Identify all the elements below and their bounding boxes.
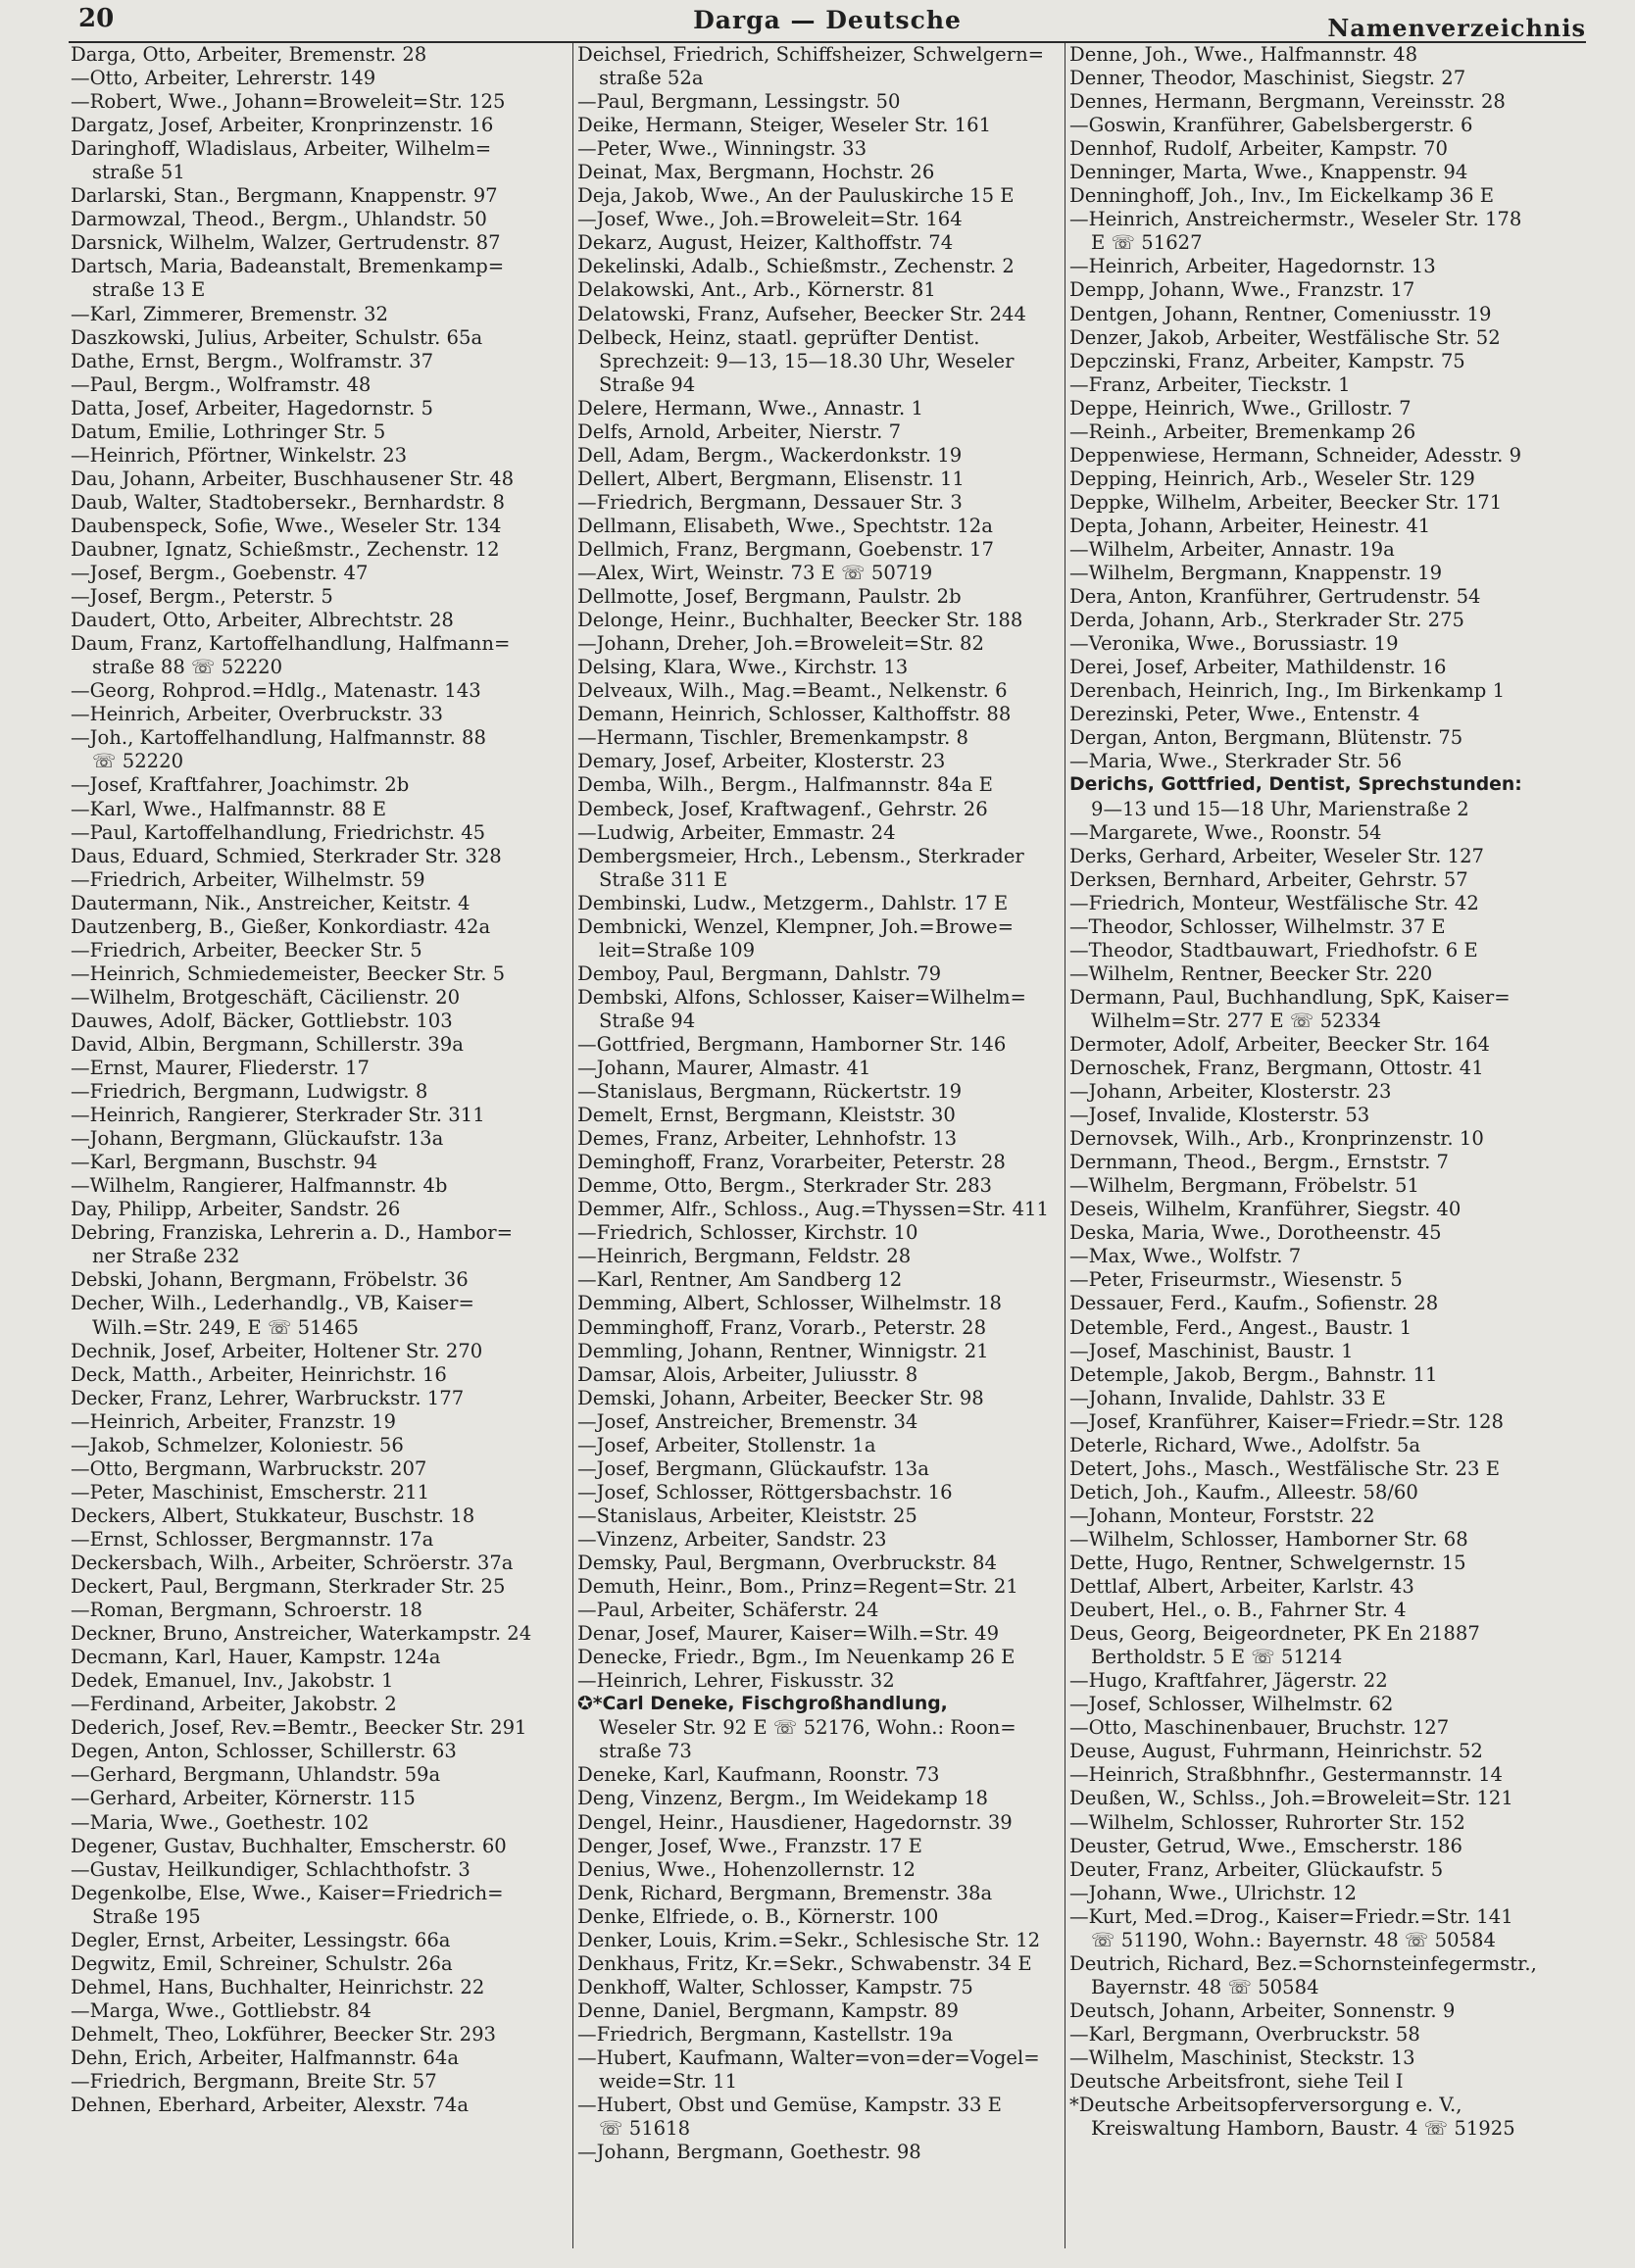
directory-entry-line: —Otto, Bergmann, Warbruckstr. 207 xyxy=(71,1456,427,1480)
directory-entry-line: Dedek, Emanuel, Inv., Jakobstr. 1 xyxy=(71,1669,394,1693)
directory-entry-line: —Stanislaus, Bergmann, Rückertstr. 19 xyxy=(577,1080,963,1104)
directory-entry-line: weide=Str. 11 xyxy=(599,2070,738,2094)
directory-entry-line: Denger, Josef, Wwe., Franzstr. 17 E xyxy=(577,1834,922,1857)
directory-entry-line: —Ernst, Schlosser, Bergmannstr. 17a xyxy=(71,1527,434,1551)
running-title: Darga — Deutsche xyxy=(693,6,962,34)
directory-entry-line: —Josef, Schlosser, Wilhelmstr. 62 xyxy=(1069,1693,1394,1716)
directory-entry-line: *Deutsche Arbeitsopferversorgung e. V., xyxy=(1069,2094,1462,2117)
directory-entry-line: —Peter, Wwe., Winningstr. 33 xyxy=(577,137,867,161)
directory-entry-line: Detemble, Ferd., Angest., Baustr. 1 xyxy=(1069,1315,1412,1339)
directory-entry-line: —Paul, Kartoffelhandlung, Friedrichstr. 45 xyxy=(71,820,486,844)
directory-entry-line: Detich, Joh., Kaufm., Alleestr. 58/60 xyxy=(1069,1480,1418,1504)
directory-entry-line: —Heinrich, Rangierer, Sterkrader Str. 311 xyxy=(71,1104,485,1127)
directory-entry-line: Denzer, Jakob, Arbeiter, Westfälische Str. 52 xyxy=(1069,325,1501,349)
directory-entry-line: —Goswin, Kranführer, Gabelsbergerstr. 6 xyxy=(1069,114,1473,137)
directory-entry-line: Dembski, Alfons, Schlosser, Kaiser=Wilhelm= xyxy=(577,985,1026,1009)
directory-entry-line: Dellmich, Franz, Bergmann, Goebenstr. 17 xyxy=(577,537,994,561)
directory-entry-line: Denne, Joh., Wwe., Halfmannstr. 48 xyxy=(1069,43,1418,66)
directory-entry-line: Denninger, Marta, Wwe., Knappenstr. 94 xyxy=(1069,161,1468,184)
directory-entry-line: Deminghoff, Franz, Vorarbeiter, Peterstr. 28 xyxy=(577,1151,1006,1174)
directory-column-1 xyxy=(71,43,566,2248)
directory-entry-line: Deckers, Albert, Stukkateur, Buschstr. 18 xyxy=(71,1504,475,1527)
directory-entry-line: —Friedrich, Arbeiter, Beecker Str. 5 xyxy=(71,938,422,961)
directory-entry-line: Degwitz, Emil, Schreiner, Schulstr. 26a xyxy=(71,1951,453,1975)
directory-entry-line: —Theodor, Stadtbauwart, Friedhofstr. 6 E xyxy=(1069,938,1478,961)
directory-entry-line: —Vinzenz, Arbeiter, Sandstr. 23 xyxy=(577,1527,887,1551)
directory-entry-line: —Josef, Schlosser, Röttgersbachstr. 16 xyxy=(577,1480,953,1504)
directory-entry-line: Dathe, Ernst, Bergm., Wolframstr. 37 xyxy=(71,349,434,372)
directory-entry-line: Denecke, Friedr., Bgm., Im Neuenkamp 26 E xyxy=(577,1646,1016,1669)
directory-entry-line: Deppe, Heinrich, Wwe., Grillostr. 7 xyxy=(1069,396,1412,419)
directory-entry-line: straße 73 xyxy=(599,1740,692,1763)
directory-entry-line: Daringhoff, Wladislaus, Arbeiter, Wilhelm= xyxy=(71,137,492,161)
directory-entry-line: Depta, Johann, Arbeiter, Heinestr. 41 xyxy=(1069,514,1431,537)
directory-entry-line: Kreiswaltung Hamborn, Baustr. 4 ☏ 51925 xyxy=(1091,2117,1515,2141)
directory-entry-line: Derichs, Gottfried, Dentist, Sprechstunden: xyxy=(1069,774,1522,796)
directory-entry-line: Datum, Emilie, Lothringer Str. 5 xyxy=(71,419,386,443)
directory-entry-line: —Hermann, Tischler, Bremenkampstr. 8 xyxy=(577,726,969,750)
directory-entry-line: ☏ 52220 xyxy=(92,750,184,773)
directory-entry-line: leit=Straße 109 xyxy=(599,938,756,961)
directory-entry-line: Demba, Wilh., Bergm., Halfmannstr. 84a E xyxy=(577,773,993,797)
directory-entry-line: Demminghoff, Franz, Vorarb., Peterstr. 28 xyxy=(577,1315,987,1339)
directory-entry-line: Demsky, Paul, Bergmann, Overbruckstr. 84 xyxy=(577,1552,997,1574)
directory-entry-line: David, Albin, Bergmann, Schillerstr. 39a xyxy=(71,1032,464,1056)
directory-entry-line: Delveaux, Wilh., Mag.=Beamt., Nelkenstr. 6 xyxy=(577,679,1008,703)
directory-entry-line: Daub, Walter, Stadtobersekr., Bernhardstr. 8 xyxy=(71,490,505,514)
directory-entry-line: Dette, Hugo, Rentner, Schwelgernstr. 15 xyxy=(1069,1552,1466,1574)
directory-entry-line: —Reinh., Arbeiter, Bremenkamp 26 xyxy=(1069,419,1416,443)
directory-entry-line: Delonge, Heinr., Buchhalter, Beecker Str. 188 xyxy=(577,609,1023,632)
directory-entry-line: —Heinrich, Bergmann, Feldstr. 28 xyxy=(577,1245,912,1268)
directory-entry-line: Deppenwiese, Hermann, Schneider, Adesstr. 9 xyxy=(1069,443,1522,467)
directory-entry-line: Deuster, Getrud, Wwe., Emscherstr. 186 xyxy=(1069,1834,1462,1857)
directory-entry-line: —Wilhelm, Brotgeschäft, Cäcilienstr. 20 xyxy=(71,985,461,1009)
directory-entry-line: —Karl, Bergmann, Overbruckstr. 58 xyxy=(1069,2022,1420,2046)
directory-entry-line: Wilh.=Str. 249, E ☏ 51465 xyxy=(92,1315,360,1339)
directory-entry-line: —Heinrich, Arbeiter, Overbruckstr. 33 xyxy=(71,703,443,726)
directory-entry-line: Demary, Josef, Arbeiter, Klosterstr. 23 xyxy=(577,750,946,773)
directory-entry-line: Daum, Franz, Kartoffelhandlung, Halfmann= xyxy=(71,632,511,656)
directory-entry-line: Dermoter, Adolf, Arbeiter, Beecker Str. 164 xyxy=(1069,1032,1491,1056)
directory-entry-line: Daus, Eduard, Schmied, Sterkrader Str. 328 xyxy=(71,844,502,867)
directory-entry-line: —Heinrich, Schmiedemeister, Beecker Str. 5 xyxy=(71,961,506,985)
directory-entry-line: Delatowski, Franz, Aufseher, Beecker Str. 244 xyxy=(577,302,1026,325)
directory-entry-line: Deckert, Paul, Bergmann, Sterkrader Str. 25 xyxy=(71,1575,506,1599)
directory-entry-line: —Johann, Wwe., Ulrichstr. 12 xyxy=(1069,1881,1357,1904)
directory-entry-line: Dengel, Heinr., Hausdiener, Hagedornstr. 39 xyxy=(577,1810,1013,1834)
directory-entry-line: Dehmel, Hans, Buchhalter, Heinrichstr. 22 xyxy=(71,1975,485,1998)
directory-entry-line: Deska, Maria, Wwe., Dorotheenstr. 45 xyxy=(1069,1221,1442,1245)
directory-entry-line: —Karl, Rentner, Am Sandberg 12 xyxy=(577,1268,903,1292)
directory-entry-line: —Gustav, Heilkundiger, Schlachthofstr. 3 xyxy=(71,1857,471,1881)
directory-entry-line: —Heinrich, Straßbhnfhr., Gestermannstr. 14 xyxy=(1069,1763,1503,1787)
directory-entry-line: Demann, Heinrich, Schlosser, Kalthoffstr. 88 xyxy=(577,703,1012,726)
directory-entry-line: Dehnen, Eberhard, Arbeiter, Alexstr. 74a xyxy=(71,2094,470,2117)
directory-entry-line: Deinat, Max, Bergmann, Hochstr. 26 xyxy=(577,161,935,184)
directory-entry-line: Deichsel, Friedrich, Schiffsheizer, Schwelgern= xyxy=(577,43,1045,66)
directory-entry-line: Decmann, Karl, Hauer, Kampstr. 124a xyxy=(71,1646,441,1669)
directory-entry-line: Demes, Franz, Arbeiter, Lehnhofstr. 13 xyxy=(577,1127,958,1151)
directory-entry-line: Dautermann, Nik., Anstreicher, Keitstr. 4 xyxy=(71,891,471,914)
directory-entry-line: Day, Philipp, Arbeiter, Sandstr. 26 xyxy=(71,1198,401,1221)
directory-entry-line: Degener, Gustav, Buchhalter, Emscherstr. 60 xyxy=(71,1834,507,1857)
directory-entry-line: Decker, Franz, Lehrer, Warbruckstr. 177 xyxy=(71,1386,465,1409)
directory-entry-line: —Wilhelm, Rentner, Beecker Str. 220 xyxy=(1069,961,1433,985)
directory-entry-line: —Paul, Bergmann, Lessingstr. 50 xyxy=(577,90,901,114)
directory-entry-line: —Georg, Rohprod.=Hdlg., Matenastr. 143 xyxy=(71,679,481,703)
directory-entry-line: —Johann, Maurer, Almastr. 41 xyxy=(577,1057,871,1080)
directory-entry-line: Bayernstr. 48 ☏ 50584 xyxy=(1091,1975,1319,1998)
directory-entry-line: Denius, Wwe., Hohenzollernstr. 12 xyxy=(577,1857,916,1881)
directory-entry-line: —Otto, Arbeiter, Lehrerstr. 149 xyxy=(71,67,376,90)
directory-entry-line: Dederich, Josef, Rev.=Bemtr., Beecker Str. 291 xyxy=(71,1716,527,1740)
directory-entry-line: —Roman, Bergmann, Schroerstr. 18 xyxy=(71,1599,423,1622)
directory-entry-line: —Heinrich, Pförtner, Winkelstr. 23 xyxy=(71,443,408,467)
directory-entry-line: —Wilhelm, Schlosser, Hamborner Str. 68 xyxy=(1069,1527,1468,1551)
directory-entry-line: E ☏ 51627 xyxy=(1091,231,1203,255)
directory-entry-line: ✪*Carl Deneke, Fischgroßhandlung, xyxy=(577,1694,948,1715)
directory-entry-line: Deckner, Bruno, Anstreicher, Waterkampstr. 24 xyxy=(71,1622,532,1646)
directory-entry-line: —Josef, Bergmann, Glückaufstr. 13a xyxy=(577,1456,929,1480)
directory-entry-line: Dera, Anton, Kranführer, Gertrudenstr. 54 xyxy=(1069,585,1481,609)
directory-entry-line: —Maria, Wwe., Goethestr. 102 xyxy=(71,1810,370,1834)
directory-entry-line: Derenbach, Heinrich, Ing., Im Birkenkamp 1 xyxy=(1069,679,1506,703)
directory-entry-line: Dekelinski, Adalb., Schießmstr., Zechenstr. 2 xyxy=(577,255,1015,278)
directory-entry-line: —Karl, Zimmerer, Bremenstr. 32 xyxy=(71,302,388,325)
directory-entry-line: —Peter, Friseurmstr., Wiesenstr. 5 xyxy=(1069,1268,1403,1292)
directory-entry-line: Dernoschek, Franz, Bergmann, Ottostr. 41 xyxy=(1069,1057,1484,1080)
page-header xyxy=(69,2,1586,43)
directory-entry-line: —Friedrich, Arbeiter, Wilhelmstr. 59 xyxy=(71,867,425,891)
directory-entry-line: Delbeck, Heinz, staatl. geprüfter Dentist. xyxy=(577,325,980,349)
directory-entry-line: Degler, Ernst, Arbeiter, Lessingstr. 66a xyxy=(71,1928,451,1951)
directory-entry-line: —Paul, Bergm., Wolframstr. 48 xyxy=(71,372,372,396)
directory-entry-line: —Joh., Kartoffelhandlung, Halfmannstr. 88 xyxy=(71,726,486,750)
directory-entry-line: Weseler Str. 92 E ☏ 52176, Wohn.: Roon= xyxy=(599,1716,1016,1740)
directory-entry-line: ☏ 51190, Wohn.: Bayernstr. 48 ☏ 50584 xyxy=(1091,1928,1496,1951)
directory-entry-line: —Veronika, Wwe., Borussiastr. 19 xyxy=(1069,632,1399,656)
directory-entry-line: Straße 94 xyxy=(599,1009,696,1032)
directory-entry-line: —Wilhelm, Bergmann, Fröbelstr. 51 xyxy=(1069,1174,1419,1198)
directory-entry-line: Demmer, Alfr., Schloss., Aug.=Thyssen=Str. 411 xyxy=(577,1198,1049,1221)
directory-entry-line: —Josef, Kraftfahrer, Joachimstr. 2b xyxy=(71,773,410,797)
directory-entry-line: Dell, Adam, Bergm., Wackerdonkstr. 19 xyxy=(577,443,963,467)
directory-entry-line: Deck, Matth., Arbeiter, Heinrichstr. 16 xyxy=(71,1362,447,1386)
directory-entry-line: Damsar, Alois, Arbeiter, Juliusstr. 8 xyxy=(577,1362,918,1386)
directory-entry-line: Debring, Franziska, Lehrerin a. D., Hambor= xyxy=(71,1221,513,1245)
directory-entry-line: —Theodor, Schlosser, Wilhelmstr. 37 E xyxy=(1069,914,1446,938)
directory-entry-line: Daubner, Ignatz, Schießmstr., Zechenstr. 12 xyxy=(71,537,500,561)
directory-entry-line: —Josef, Arbeiter, Stollenstr. 1a xyxy=(577,1433,876,1456)
directory-entry-line: Dempp, Johann, Wwe., Franzstr. 17 xyxy=(1069,278,1415,302)
directory-entry-line: —Alex, Wirt, Weinstr. 73 E ☏ 50719 xyxy=(577,562,933,585)
directory-entry-line: Straße 195 xyxy=(92,1904,201,1928)
directory-entry-line: Denninghoff, Joh., Inv., Im Eickelkamp 36 E xyxy=(1069,184,1495,208)
directory-entry-line: Demme, Otto, Bergm., Sterkrader Str. 283 xyxy=(577,1174,993,1198)
directory-entry-line: —Johann, Monteur, Forststr. 22 xyxy=(1069,1504,1375,1527)
directory-entry-line: Darlarski, Stan., Bergmann, Knappenstr. 97 xyxy=(71,184,498,208)
directory-entry-line: —Franz, Arbeiter, Tieckstr. 1 xyxy=(1069,372,1351,396)
directory-entry-line: —Josef, Bergm., Goebenstr. 47 xyxy=(71,562,369,585)
directory-entry-line: Decher, Wilh., Lederhandlg., VB, Kaiser= xyxy=(71,1292,474,1315)
directory-entry-line: Detert, Johs., Masch., Westfälische Str. 23 E xyxy=(1069,1456,1500,1480)
directory-entry-line: Deneke, Karl, Kaufmann, Roonstr. 73 xyxy=(577,1763,940,1787)
directory-entry-line: straße 51 xyxy=(92,161,185,184)
directory-entry-line: —Gerhard, Bergmann, Uhlandstr. 59a xyxy=(71,1763,441,1787)
directory-entry-line: Debski, Johann, Bergmann, Fröbelstr. 36 xyxy=(71,1268,469,1292)
directory-entry-line: Denke, Elfriede, o. B., Körnerstr. 100 xyxy=(577,1904,939,1928)
directory-entry-line: Depping, Heinrich, Arb., Weseler Str. 129 xyxy=(1069,467,1475,490)
directory-entry-line: —Johann, Bergmann, Goethestr. 98 xyxy=(577,2141,921,2164)
directory-entry-line: —Josef, Bergm., Peterstr. 5 xyxy=(71,585,333,609)
directory-entry-line: —Friedrich, Bergmann, Dessauer Str. 3 xyxy=(577,490,963,514)
directory-column-2 xyxy=(572,43,1065,2248)
directory-entry-line: Derezinski, Peter, Wwe., Entenstr. 4 xyxy=(1069,703,1420,726)
directory-entry-line: Deike, Hermann, Steiger, Weseler Str. 161 xyxy=(577,114,992,137)
directory-entry-line: ner Straße 232 xyxy=(92,1245,240,1268)
directory-entry-line: Straße 94 xyxy=(599,372,696,396)
directory-entry-line: Darsnick, Wilhelm, Walzer, Gertrudenstr. 87 xyxy=(71,231,501,255)
directory-entry-line: Daubenspeck, Sofie, Wwe., Weseler Str. 134 xyxy=(71,514,502,537)
directory-entry-line: Dentgen, Johann, Rentner, Comeniusstr. 19 xyxy=(1069,302,1492,325)
directory-entry-line: —Otto, Maschinenbauer, Bruchstr. 127 xyxy=(1069,1716,1450,1740)
directory-entry-line: Deutsch, Johann, Arbeiter, Sonnenstr. 9 xyxy=(1069,1998,1456,2022)
directory-entry-line: Deckersbach, Wilh., Arbeiter, Schröerstr. 37a xyxy=(71,1552,514,1574)
directory-entry-line: ☏ 51618 xyxy=(599,2117,691,2141)
directory-entry-line: Dartsch, Maria, Badeanstalt, Bremenkamp= xyxy=(71,255,505,278)
directory-entry-line: Dernovsek, Wilh., Arb., Kronprinzenstr. 10 xyxy=(1069,1127,1484,1151)
directory-entry-line: Demelt, Ernst, Bergmann, Kleiststr. 30 xyxy=(577,1104,956,1127)
directory-entry-line: —Jakob, Schmelzer, Koloniestr. 56 xyxy=(71,1433,404,1456)
directory-entry-line: Dargatz, Josef, Arbeiter, Kronprinzenstr. 16 xyxy=(71,114,494,137)
directory-entry-line: —Margarete, Wwe., Roonstr. 54 xyxy=(1069,820,1382,844)
directory-entry-line: Dernmann, Theod., Bergm., Ernststr. 7 xyxy=(1069,1151,1450,1174)
directory-entry-line: —Friedrich, Bergmann, Kastellstr. 19a xyxy=(577,2022,954,2046)
directory-entry-line: Derda, Johann, Arb., Sterkrader Str. 275 xyxy=(1069,609,1465,632)
directory-entry-line: Deja, Jakob, Wwe., An der Pauluskirche 15 E xyxy=(577,184,1015,208)
directory-entry-line: Dergan, Anton, Bergmann, Blütenstr. 75 xyxy=(1069,726,1463,750)
directory-entry-line: —Heinrich, Lehrer, Fiskusstr. 32 xyxy=(577,1669,895,1693)
directory-entry-line: —Ernst, Maurer, Fliederstr. 17 xyxy=(71,1057,371,1080)
directory-entry-line: —Maria, Wwe., Sterkrader Str. 56 xyxy=(1069,750,1403,773)
directory-entry-line: Dennes, Hermann, Bergmann, Vereinsstr. 28 xyxy=(1069,90,1506,114)
directory-entry-line: —Josef, Maschinist, Baustr. 1 xyxy=(1069,1339,1354,1362)
directory-entry-line: —Heinrich, Anstreichermstr., Weseler Str. 178 xyxy=(1069,208,1522,231)
directory-entry-line: Dechnik, Josef, Arbeiter, Holtener Str. 270 xyxy=(71,1339,483,1362)
directory-entry-line: Demmling, Johann, Rentner, Winnigstr. 21 xyxy=(577,1339,989,1362)
directory-entry-line: Denne, Daniel, Bergmann, Kampstr. 89 xyxy=(577,1998,960,2022)
directory-entry-line: —Wilhelm, Bergmann, Knappenstr. 19 xyxy=(1069,562,1443,585)
directory-entry-line: Daudert, Otto, Arbeiter, Albrechtstr. 28 xyxy=(71,609,454,632)
directory-entry-line: —Wilhelm, Rangierer, Halfmannstr. 4b xyxy=(71,1174,448,1198)
directory-entry-line: 9—13 und 15—18 Uhr, Marienstraße 2 xyxy=(1091,797,1469,820)
directory-entry-line: —Ludwig, Arbeiter, Emmastr. 24 xyxy=(577,820,896,844)
directory-entry-line: straße 52a xyxy=(599,67,704,90)
directory-entry-line: Delere, Hermann, Wwe., Annastr. 1 xyxy=(577,396,923,419)
directory-entry-line: Degenkolbe, Else, Wwe., Kaiser=Friedrich= xyxy=(71,1881,504,1904)
section-title: Namenverzeichnis xyxy=(1327,14,1586,42)
directory-entry-line: Deterle, Richard, Wwe., Adolfstr. 5a xyxy=(1069,1433,1421,1456)
directory-entry-line: Delfs, Arnold, Arbeiter, Nierstr. 7 xyxy=(577,419,902,443)
directory-column-3 xyxy=(1065,43,1591,2248)
directory-entry-line: —Wilhelm, Maschinist, Steckstr. 13 xyxy=(1069,2046,1415,2069)
directory-entry-line: straße 88 ☏ 52220 xyxy=(92,656,283,679)
directory-entry-line: Denner, Theodor, Maschinist, Siegstr. 27 xyxy=(1069,67,1466,90)
directory-entry-line: Dellmotte, Josef, Bergmann, Paulstr. 2b xyxy=(577,585,962,609)
directory-entry-line: Deseis, Wilhelm, Kranführer, Siegstr. 40 xyxy=(1069,1198,1462,1221)
directory-entry-line: Dermann, Paul, Buchhandlung, SpK, Kaiser= xyxy=(1069,985,1511,1009)
directory-entry-line: —Wilhelm, Arbeiter, Annastr. 19a xyxy=(1069,537,1395,561)
directory-entry-line: Denk, Richard, Bergmann, Bremenstr. 38a xyxy=(577,1881,993,1904)
directory-entry-line: Deubert, Hel., o. B., Fahrner Str. 4 xyxy=(1069,1599,1407,1622)
directory-entry-line: —Marga, Wwe., Gottliebstr. 84 xyxy=(71,1998,372,2022)
directory-entry-line: Dehn, Erich, Arbeiter, Halfmannstr. 64a xyxy=(71,2046,460,2069)
directory-entry-line: —Paul, Arbeiter, Schäferstr. 24 xyxy=(577,1599,879,1622)
directory-entry-line: —Heinrich, Arbeiter, Hagedornstr. 13 xyxy=(1069,255,1436,278)
directory-entry-line: Dettlaf, Albert, Arbeiter, Karlstr. 43 xyxy=(1069,1575,1414,1599)
directory-entry-line: Delsing, Klara, Wwe., Kirchstr. 13 xyxy=(577,656,909,679)
directory-entry-line: Depczinski, Franz, Arbeiter, Kampstr. 75 xyxy=(1069,349,1465,372)
directory-entry-line: —Johann, Invalide, Dahlstr. 33 E xyxy=(1069,1386,1386,1409)
directory-entry-line: Wilhelm=Str. 277 E ☏ 52334 xyxy=(1091,1009,1381,1032)
directory-entry-line: Demming, Albert, Schlosser, Wilhelmstr. 18 xyxy=(577,1292,1002,1315)
directory-entry-line: —Hugo, Kraftfahrer, Jägerstr. 22 xyxy=(1069,1669,1388,1693)
directory-entry-line: Dautzenberg, B., Gießer, Konkordiastr. 42a xyxy=(71,914,491,938)
directory-entry-line: Derei, Josef, Arbeiter, Mathildenstr. 16 xyxy=(1069,656,1447,679)
directory-entry-line: Deußen, W., Schlss., Joh.=Broweleit=Str. 121 xyxy=(1069,1787,1513,1810)
directory-entry-line: Derksen, Bernhard, Arbeiter, Gehrstr. 57 xyxy=(1069,867,1468,891)
directory-entry-line: —Gottfried, Bergmann, Hamborner Str. 146 xyxy=(577,1032,1007,1056)
directory-entry-line: Dehmelt, Theo, Lokführer, Beecker Str. 293 xyxy=(71,2022,497,2046)
directory-entry-line: Dauwes, Adolf, Bäcker, Gottliebstr. 103 xyxy=(71,1009,453,1032)
directory-entry-line: —Friedrich, Bergmann, Ludwigstr. 8 xyxy=(71,1080,428,1104)
directory-entry-line: —Hubert, Obst und Gemüse, Kampstr. 33 E xyxy=(577,2094,1002,2117)
directory-entry-line: —Peter, Maschinist, Emscherstr. 211 xyxy=(71,1480,430,1504)
directory-entry-line: —Gerhard, Arbeiter, Körnerstr. 115 xyxy=(71,1787,416,1810)
directory-entry-line: Derks, Gerhard, Arbeiter, Weseler Str. 127 xyxy=(1069,844,1485,867)
directory-entry-line: —Heinrich, Arbeiter, Franzstr. 19 xyxy=(71,1409,397,1433)
directory-entry-line: —Hubert, Kaufmann, Walter=von=der=Vogel= xyxy=(577,2046,1040,2069)
directory-entry-line: Dembergsmeier, Hrch., Lebensm., Sterkrader xyxy=(577,844,1024,867)
directory-entry-line: Deutsche Arbeitsfront, siehe Teil I xyxy=(1069,2070,1404,2094)
directory-entry-line: Darmowzal, Theod., Bergm., Uhlandstr. 50 xyxy=(71,208,487,231)
directory-entry-line: —Johann, Bergmann, Glückaufstr. 13a xyxy=(71,1127,444,1151)
directory-entry-line: —Josef, Invalide, Klosterstr. 53 xyxy=(1069,1104,1370,1127)
directory-entry-line: Darga, Otto, Arbeiter, Bremenstr. 28 xyxy=(71,43,427,66)
directory-entry-line: Datta, Josef, Arbeiter, Hagedornstr. 5 xyxy=(71,396,433,419)
directory-entry-line: —Josef, Kranführer, Kaiser=Friedr.=Str. 128 xyxy=(1069,1409,1504,1433)
directory-entry-line: Detemple, Jakob, Bergm., Bahnstr. 11 xyxy=(1069,1362,1438,1386)
directory-entry-line: Dembinski, Ludw., Metzgerm., Dahlstr. 17 E xyxy=(577,891,1009,914)
directory-entry-line: —Friedrich, Monteur, Westfälische Str. 42 xyxy=(1069,891,1479,914)
page-number: 20 xyxy=(78,4,115,33)
directory-entry-line: Sprechzeit: 9—13, 15—18.30 Uhr, Weseler xyxy=(599,349,1015,372)
directory-entry-line: —Karl, Wwe., Halfmannstr. 88 E xyxy=(71,797,387,820)
directory-entry-line: Straße 311 E xyxy=(599,867,728,891)
directory-entry-line: —Friedrich, Bergmann, Breite Str. 57 xyxy=(71,2070,437,2094)
directory-entry-line: Denkhaus, Fritz, Kr.=Sekr., Schwabenstr. 34 E xyxy=(577,1951,1032,1975)
directory-entry-line: —Ferdinand, Arbeiter, Jakobstr. 2 xyxy=(71,1693,397,1716)
directory-entry-line: Daszkowski, Julius, Arbeiter, Schulstr. 65a xyxy=(71,325,483,349)
directory-entry-line: Bertholdstr. 5 E ☏ 51214 xyxy=(1091,1646,1343,1669)
directory-entry-line: Demboy, Paul, Bergmann, Dahlstr. 79 xyxy=(577,961,942,985)
directory-entry-line: —Josef, Anstreicher, Bremenstr. 34 xyxy=(577,1409,918,1433)
directory-entry-line: Deuter, Franz, Arbeiter, Glückaufstr. 5 xyxy=(1069,1857,1444,1881)
directory-entry-line: —Karl, Bergmann, Buschstr. 94 xyxy=(71,1151,378,1174)
directory-entry-line: —Wilhelm, Schlosser, Ruhrorter Str. 152 xyxy=(1069,1810,1465,1834)
directory-entry-line: Deng, Vinzenz, Bergm., Im Weidekamp 18 xyxy=(577,1787,989,1810)
directory-entry-line: Dembeck, Josef, Kraftwagenf., Gehrstr. 26 xyxy=(577,797,988,820)
directory-entry-line: Deutrich, Richard, Bez.=Schornsteinfegermstr., xyxy=(1069,1951,1537,1975)
directory-entry-line: —Josef, Wwe., Joh.=Broweleit=Str. 164 xyxy=(577,208,963,231)
directory-entry-line: Deuse, August, Fuhrmann, Heinrichstr. 52 xyxy=(1069,1740,1483,1763)
directory-entry-line: —Robert, Wwe., Johann=Broweleit=Str. 125 xyxy=(71,90,506,114)
directory-entry-line: Delakowski, Ant., Arb., Körnerstr. 81 xyxy=(577,278,936,302)
directory-entry-line: —Max, Wwe., Wolfstr. 7 xyxy=(1069,1245,1302,1268)
directory-entry-line: Dembnicki, Wenzel, Klempner, Joh.=Browe= xyxy=(577,914,1015,938)
directory-entry-line: Deppke, Wilhelm, Arbeiter, Beecker Str. 171 xyxy=(1069,490,1503,514)
directory-entry-line: Demuth, Heinr., Bom., Prinz=Regent=Str. 21 xyxy=(577,1575,1018,1599)
directory-entry-line: Denker, Louis, Krim.=Sekr., Schlesische Str. 12 xyxy=(577,1928,1041,1951)
directory-entry-line: Degen, Anton, Schlosser, Schillerstr. 63 xyxy=(71,1740,457,1763)
directory-entry-line: Demski, Johann, Arbeiter, Beecker Str. 98 xyxy=(577,1386,984,1409)
directory-entry-line: Dessauer, Ferd., Kaufm., Sofienstr. 28 xyxy=(1069,1292,1439,1315)
directory-entry-line: —Kurt, Med.=Drog., Kaiser=Friedr.=Str. 141 xyxy=(1069,1904,1513,1928)
directory-entry-line: Dellert, Albert, Bergmann, Elisenstr. 11 xyxy=(577,467,965,490)
directory-entry-line: Dellmann, Elisabeth, Wwe., Spechtstr. 12a xyxy=(577,514,993,537)
directory-entry-line: Deus, Georg, Beigeordneter, PK En 21887 xyxy=(1069,1622,1480,1646)
directory-entry-line: —Johann, Dreher, Joh.=Broweleit=Str. 82 xyxy=(577,632,984,656)
directory-entry-line: Dau, Johann, Arbeiter, Buschhausener Str. 48 xyxy=(71,467,515,490)
directory-entry-line: —Stanislaus, Arbeiter, Kleiststr. 25 xyxy=(577,1504,917,1527)
directory-entry-line: Denkhoff, Walter, Schlosser, Kampstr. 75 xyxy=(577,1975,973,1998)
directory-entry-line: Dennhof, Rudolf, Arbeiter, Kampstr. 70 xyxy=(1069,137,1448,161)
directory-entry-line: Dekarz, August, Heizer, Kalthoffstr. 74 xyxy=(577,231,954,255)
directory-entry-line: —Friedrich, Schlosser, Kirchstr. 10 xyxy=(577,1221,918,1245)
directory-entry-line: —Johann, Arbeiter, Klosterstr. 23 xyxy=(1069,1080,1392,1104)
directory-entry-line: straße 13 E xyxy=(92,278,206,302)
directory-entry-line: Denar, Josef, Maurer, Kaiser=Wilh.=Str. 49 xyxy=(577,1622,1000,1646)
